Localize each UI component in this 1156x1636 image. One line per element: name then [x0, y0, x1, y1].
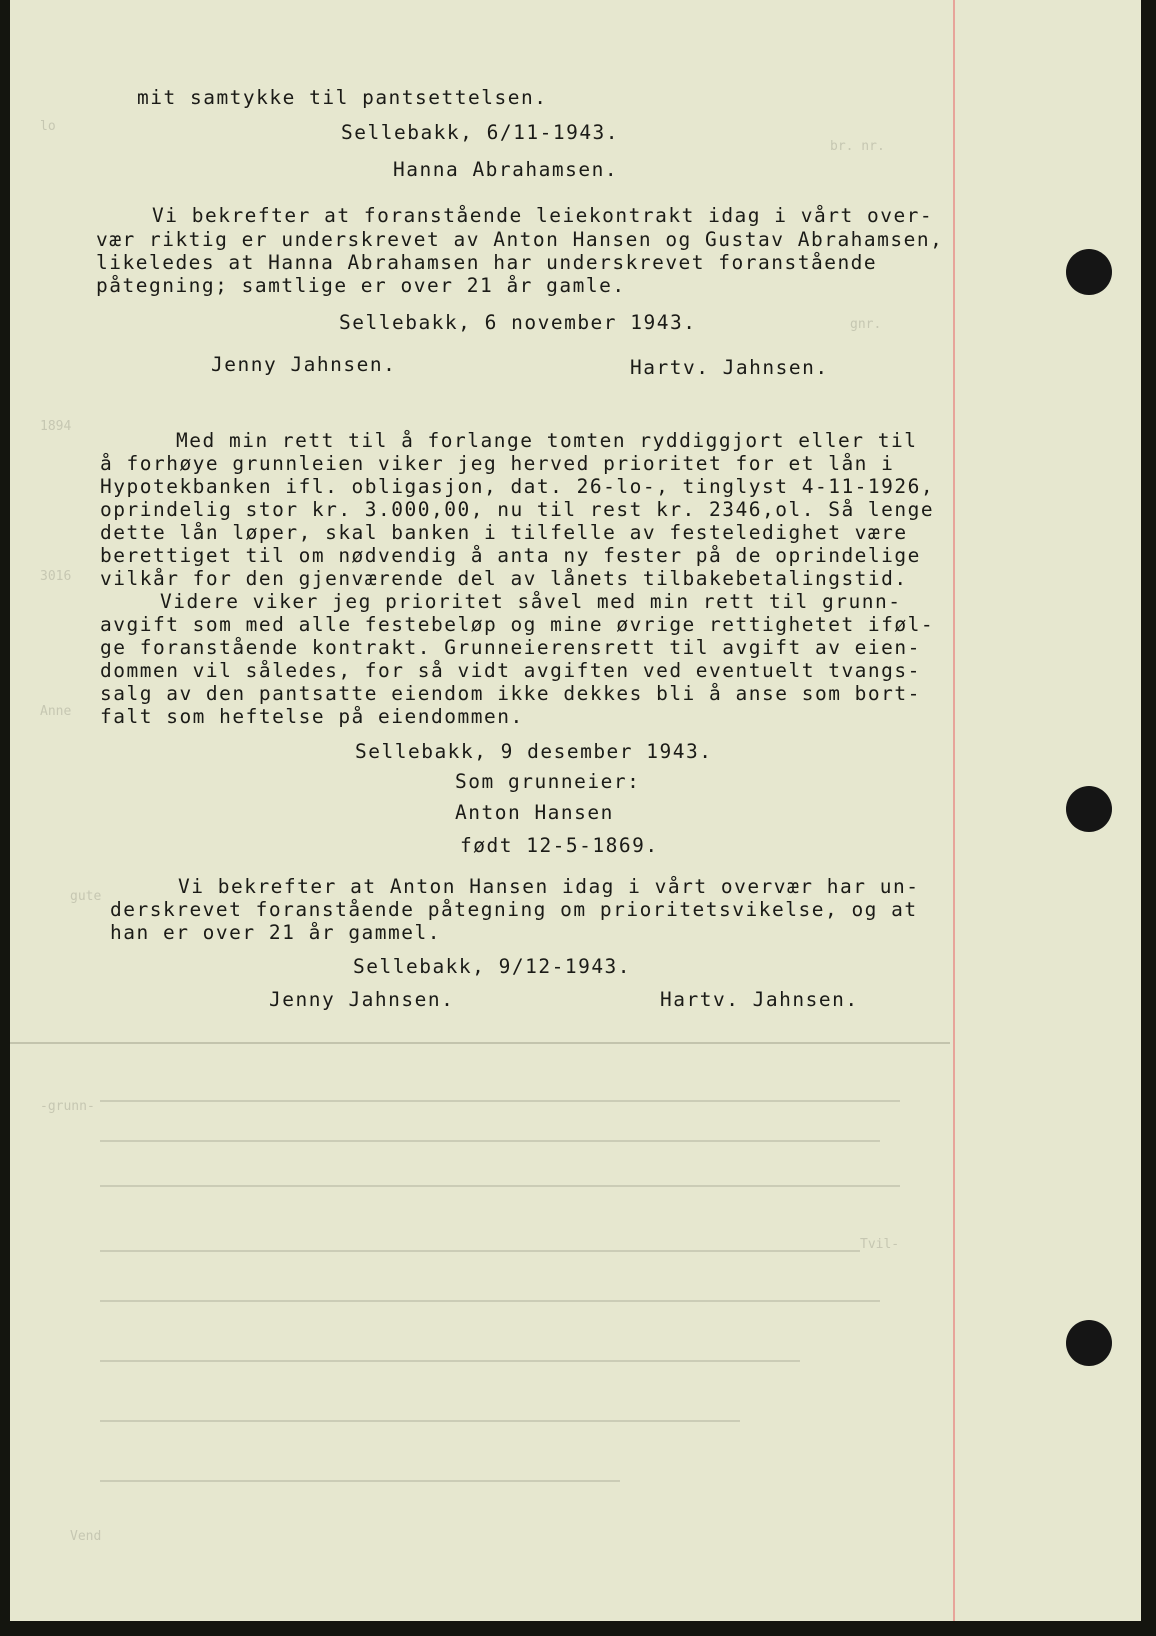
text-line: Jenny Jahnsen. [211, 353, 397, 376]
text-line: han er over 21 år gammel. [110, 921, 441, 944]
text-line: Sellebakk, 9/12-1943. [353, 955, 632, 978]
bleed-through-text: Anne [40, 704, 72, 719]
bleed-through-text: lo [40, 119, 56, 134]
text-line: Jenny Jahnsen. [269, 988, 455, 1011]
text-line: Sellebakk, 6 november 1943. [339, 311, 697, 334]
punch-hole [1066, 249, 1112, 295]
text-line: falt som heftelse på eiendommen. [100, 705, 524, 728]
text-line: avgift som med alle festebeløp og mine øvrige rettighetet iføl- [100, 613, 935, 636]
text-line: dommen vil således, for så vidt avgiften ved eventuelt tvangs- [100, 659, 921, 682]
text-line: Med min rett til å forlange tomten ryddiggjort eller til [176, 429, 918, 452]
text-line: ge foranstående kontrakt. Grunneierensrett til avgift av eien- [100, 636, 921, 659]
text-line: påtegning; samtlige er over 21 år gamle. [96, 274, 626, 297]
text-line: Som grunneier: [455, 770, 641, 793]
bleed-through-text: gnr. [850, 317, 882, 332]
text-line: Anton Hansen [455, 801, 614, 824]
bleed-through-text: Tvil- [860, 1237, 900, 1252]
document-page [10, 0, 1141, 1621]
text-line: dette lån løper, skal banken i tilfelle av festeledighet være [100, 521, 908, 544]
bleed-through-text: -grunn- [40, 1099, 95, 1114]
bleed-through-text: gute [70, 889, 102, 904]
punch-hole [1066, 786, 1112, 832]
text-line: vær riktig er underskrevet av Anton Hansen og Gustav Abrahamsen, [96, 228, 944, 251]
text-line: Hanna Abrahamsen. [393, 158, 619, 181]
text-line: Vi bekrefter at Anton Hansen idag i vårt overvær har un- [178, 875, 920, 898]
punch-hole [1066, 1320, 1112, 1366]
text-line: mit samtykke til pantsettelsen. [137, 86, 548, 109]
bleed-through-text: 1894 [40, 419, 72, 434]
fold-line [10, 1042, 950, 1044]
text-line: Sellebakk, 9 desember 1943. [355, 740, 713, 763]
bleed-through-text: br. nr. [830, 139, 885, 154]
text-line: Sellebakk, 6/11-1943. [341, 121, 620, 144]
text-line: oprindelig stor kr. 3.000,00, nu til rest kr. 2346,ol. Så lenge [100, 498, 935, 521]
bleed-through-text: 3016 [40, 569, 72, 584]
text-line: likeledes at Hanna Abrahamsen har underskrevet foranstående [96, 251, 878, 274]
text-line: Hartv. Jahnsen. [660, 988, 859, 1011]
text-line: salg av den pantsatte eiendom ikke dekkes bli å anse som bort- [100, 682, 921, 705]
text-line: å forhøye grunnleien viker jeg herved prioritet for et lån i [100, 452, 895, 475]
text-line: Vi bekrefter at foranstående leiekontrakt idag i vårt over- [152, 204, 934, 227]
bleed-through-text: Vend [70, 1529, 102, 1544]
margin-rule [953, 0, 955, 1621]
text-line: vilkår for den gjenværende del av lånets tilbakebetalingstid. [100, 567, 908, 590]
text-line: Hartv. Jahnsen. [630, 356, 829, 379]
text-line: derskrevet foranstående påtegning om prioritetsvikelse, og at [110, 898, 918, 921]
text-line: født 12-5-1869. [460, 834, 659, 857]
text-line: berettiget til om nødvendig å anta ny fester på de oprindelige [100, 544, 921, 567]
text-line: Videre viker jeg prioritet såvel med min rett til grunn- [160, 590, 902, 613]
text-line: Hypotekbanken ifl. obligasjon, dat. 26-lo-, tinglyst 4-11-1926, [100, 475, 935, 498]
